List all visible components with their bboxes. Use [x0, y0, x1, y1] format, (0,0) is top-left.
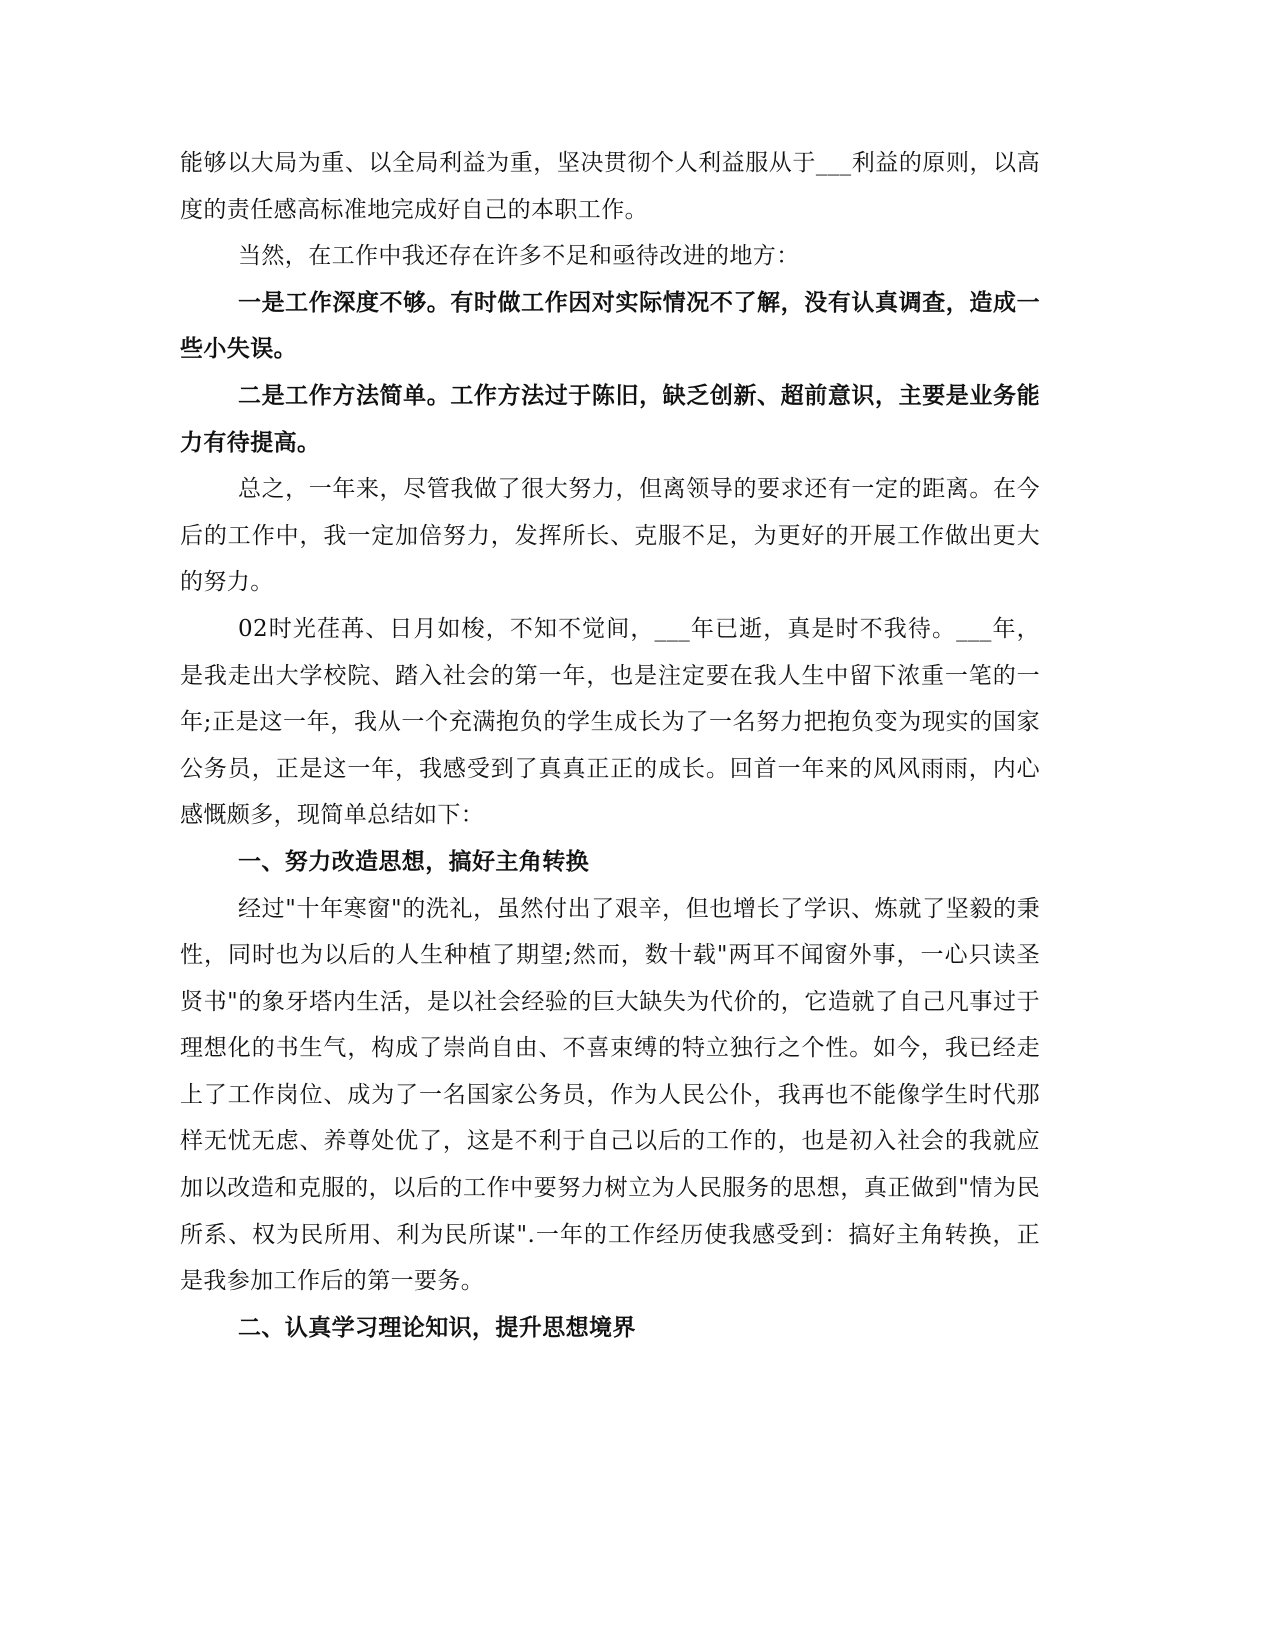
- paragraph-continuation: 能够以大局为重、以全局利益为重，坚决贯彻个人利益服从于___利益的原则，以高度的责任感高标准地完成好自己的本职工作。: [180, 150, 1040, 223]
- paragraph-role-transition: 经过"十年寒窗"的洗礼，虽然付出了艰辛，但也增长了学识、炼就了坚毅的秉性，同时也为以后的人生种植了期望;然而，数十载"两耳不闻窗外事，一心只读圣贤书"的象牙塔内生活，是以社会经验的巨大缺失为代价的，它造就了自己凡事过于理想化的书生气，构成了崇尚自由、不喜束缚的特立独行之个性。如今，我已经走上了工作岗位、成为了一名国家公务员，作为人民公仆，我再也不能像学生时代那样无忧无虑、养尊处优了，这是不利于自己以后的工作的，也是初入社会的我就应加以改造和克服的，以后的工作中要努力树立为人民服务的思想，真正做到"情为民所系、权为民所用、利为民所谋".一年的工作经历使我感受到：搞好主角转换，正是我参加工作后的第一要务。: [180, 895, 1040, 1295]
- paragraph-shortcoming-one: 一是工作深度不够。有时做工作因对实际情况不了解，没有认真调查，造成一些小失误。: [180, 289, 1040, 363]
- paragraph-section-02-intro: 02时光荏苒、日月如梭，不知不觉间，___年已逝，真是时不我待。___年，是我走出大学校院、踏入社会的第一年，也是注定要在我人生中留下浓重一笔的一年;正是这一年，我从一个充满抱负的学生成长为了一名努力把抱负变为现实的国家公务员，正是这一年，我感受到了真真正正的成长。回首一年来的风风雨雨，内心感慨颇多，现简单总结如下：: [180, 615, 1040, 829]
- paragraph-conclusion: 总之，一年来，尽管我做了很大努力，但离领导的要求还有一定的距离。在今后的工作中，我一定加倍努力，发挥所长、克服不足，为更好的开展工作做出更大的努力。: [180, 476, 1040, 596]
- paragraph-shortcomings-intro: 当然，在工作中我还存在许多不足和亟待改进的地方：: [238, 243, 800, 270]
- document-page: [180, 140, 1040, 1351]
- section-heading-two: 二、认真学习理论知识，提升思想境界: [238, 1314, 636, 1341]
- section-heading-one: 一、努力改造思想，搞好主角转换: [238, 848, 589, 875]
- paragraph-shortcoming-two: 二是工作方法简单。工作方法过于陈旧，缺乏创新、超前意识，主要是业务能力有待提高。: [180, 382, 1040, 456]
